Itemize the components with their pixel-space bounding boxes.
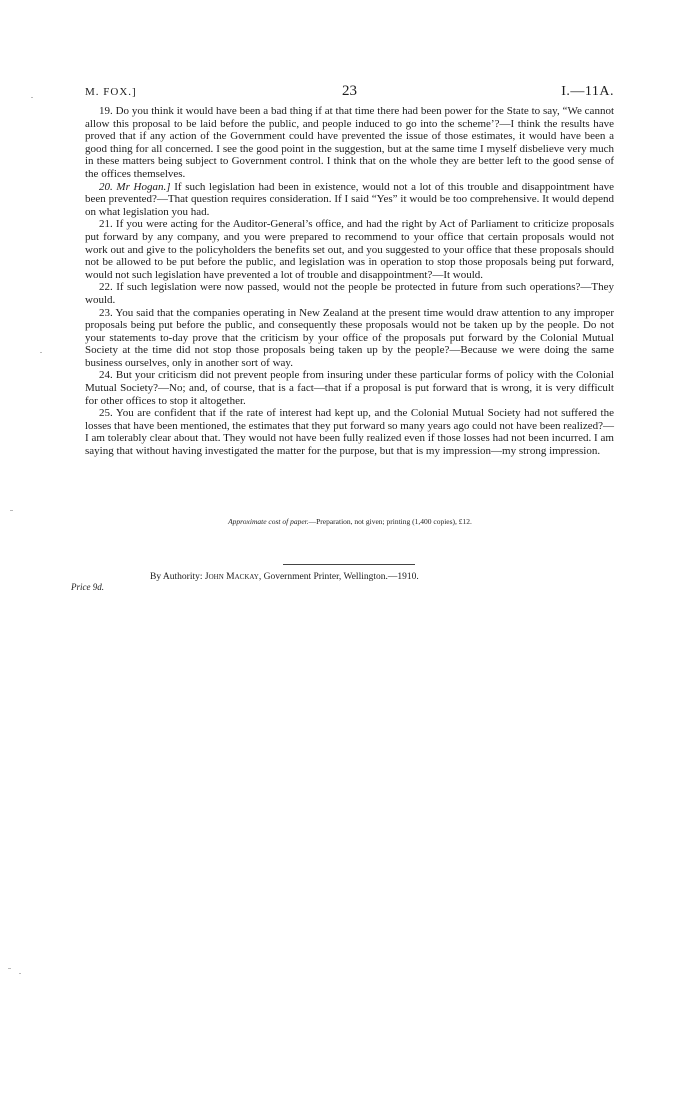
scan-speck [31, 97, 33, 98]
question-20 [85, 181, 614, 219]
scan-speck [19, 973, 21, 974]
question-19 [85, 105, 614, 181]
paragraph-text: 21. If you were acting for the Auditor-General’s office, and had the right by Act of Parliament to criticize proposals put forward by any company, and you were prepared to recommend to your office that certain proposals would not work out and give to the policyholders the benefits set out, and you suggested to your office that these proposals should not be allowed to be put before the public, and legislation was in operation to stop those proposals being put forward, would not such legislation have prevented a lot of trouble and disappointment?—It would. [85, 218, 614, 281]
question-25 [85, 407, 614, 457]
approximate-cost-note [0, 517, 700, 526]
paragraph-text: 19. Do you think it would have been a bad thing if at that time there had been power for the State to say, “We cannot allow this proposal to be laid before the public, and people induced to go into the scheme’?—I think the results have proved that if any action of the Government could have prevented the issue of those estimates, it would have been a good thing for all concerned. I see the good point in the suggestion, but at the same time I myself disbelieve very much in these matters being subject to Government control. I think that on the whole they are better left to the good sense of the offices themselves. [85, 105, 614, 180]
page-header [85, 83, 614, 103]
paragraph-text: 23. You said that the companies operating in New Zealand at the present time would draw attention to any improper proposals being put before the public, and consequently these proposals would not be taken up by the people. Do not your statements to-day prove that the criticism by your office of the proposals put forward by the Colonial Mutual Society at the time did not stop those proposals being taken up by the people?—Because we were doing the same business ourselves, only in another sort of way. [85, 306, 614, 369]
witness-name: M. FOX.] [85, 86, 137, 98]
paragraph-text: 25. You are confident that if the rate of interest had kept up, and the Colonial Mutual Society had not suffered the losses that have been mentioned, the estimates that they put forward so many years ago could not have been realized?—I am tolerably clear about that. They would not have been fully realized even if those losses had not been incurred. I am saying that without having investigated the matter for the purpose, but that is my impression—my strong impression. [85, 407, 614, 458]
paragraph-text: If such legislation had been in existence, would not a lot of this trouble and disappointment have been prevented?—That question requires consideration. If I said “Yes” it would be too comprehensive. It would depend on what legislation you had. [85, 180, 614, 218]
price-label: Price 9d. [71, 582, 104, 592]
printer-imprint [150, 572, 419, 582]
authority-prefix: By Authority: [150, 572, 203, 582]
cost-text: —Preparation, not given; printing (1,400 copies), £12. [308, 517, 472, 526]
page-number: 23 [342, 83, 357, 99]
scan-speck [40, 352, 42, 353]
cost-label: Approximate cost of paper. [228, 517, 309, 526]
scan-speck [10, 510, 13, 511]
scan-speck [8, 968, 11, 969]
authority-suffix: , Government Printer, Wellington.—1910. [258, 572, 419, 582]
evidence-text [85, 105, 614, 458]
question-21 [85, 218, 614, 281]
question-24 [85, 369, 614, 407]
question-22 [85, 281, 614, 306]
question-23 [85, 307, 614, 370]
printer-name: John Mackay [204, 572, 259, 582]
footer-divider [283, 564, 415, 565]
speaker-label: 20. Mr Hogan.] [99, 180, 171, 193]
paragraph-text: 24. But your criticism did not prevent people from insuring under these particular forms of policy with the Colonial Mutual Society?—No; and, of course, that is a fact—that if a proposal is put forward that is wrong, it is very difficult for other offices to stop it altogether. [85, 369, 614, 407]
document-reference: I.—11A. [561, 84, 614, 99]
paragraph-text: 22. If such legislation were now passed, would not the people be protected in future from such operations?—They would. [85, 281, 614, 306]
